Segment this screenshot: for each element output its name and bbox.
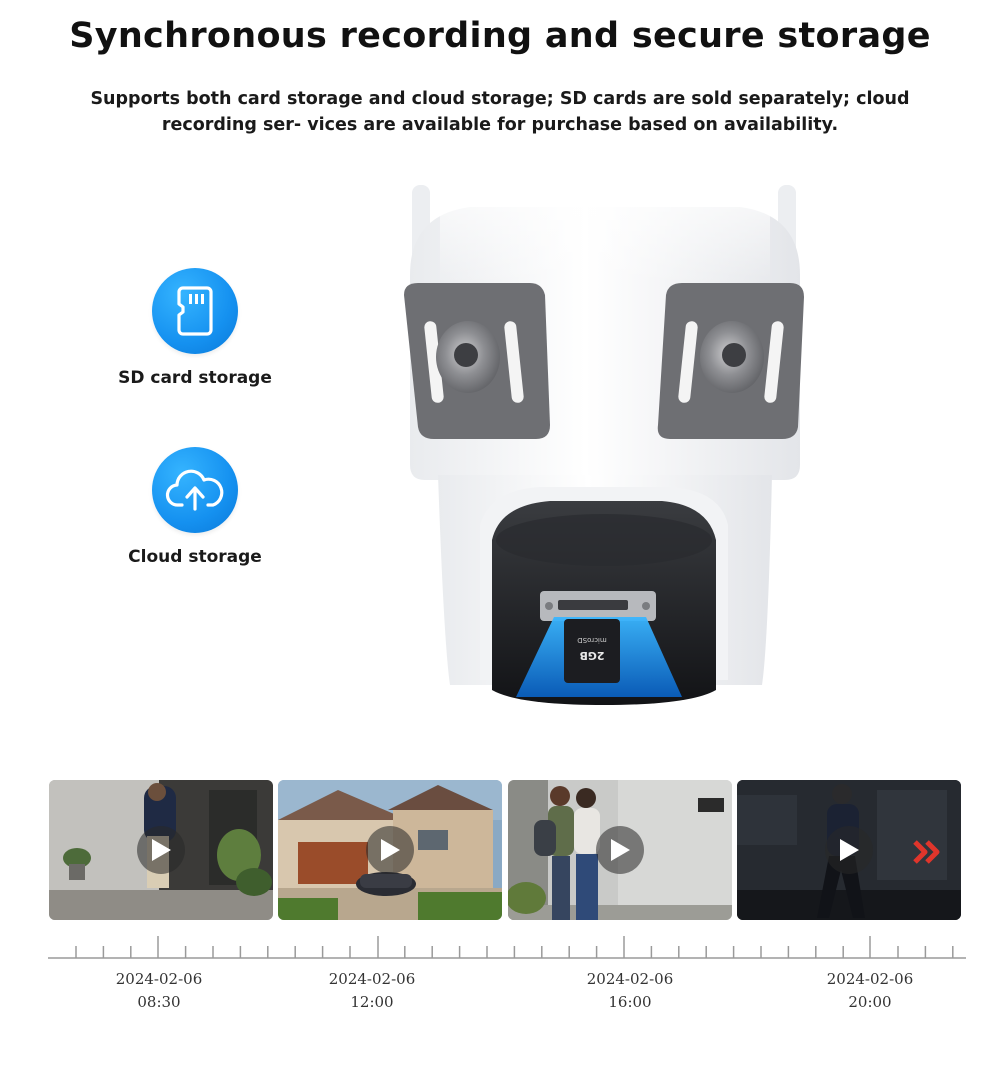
- feature-label: SD card storage: [118, 368, 272, 388]
- play-icon: [150, 838, 172, 862]
- recording-thumbnail[interactable]: [278, 780, 502, 920]
- cloud-icon-badge: [152, 447, 238, 533]
- feature-cloud: [85, 447, 305, 567]
- timestamp: [99, 968, 219, 1014]
- play-button[interactable]: [137, 826, 185, 874]
- sd-card-icon: [173, 285, 217, 337]
- right-lens-module: [658, 283, 804, 439]
- dual-lens-camera-image: [390, 145, 820, 710]
- sd-card-image: [564, 619, 620, 683]
- timestamp: [312, 968, 432, 1014]
- timestamp-date: 2024-02-06: [328, 970, 416, 988]
- recording-thumbnail[interactable]: [737, 780, 961, 920]
- play-button[interactable]: [596, 826, 644, 874]
- svg-text:2GB: 2GB: [579, 649, 605, 662]
- page-subtitle: Supports both card storage and cloud storage; SD cards are sold separately; cloud recording ser- vices are available for purchase based on availability.: [90, 89, 910, 135]
- recording-thumbnail[interactable]: [508, 780, 732, 920]
- feature-sd-card: [85, 268, 305, 388]
- play-icon: [838, 838, 860, 862]
- play-button[interactable]: [825, 826, 873, 874]
- sd-card-icon-badge: [152, 268, 238, 354]
- timestamp-date: 2024-02-06: [115, 970, 203, 988]
- cloud-upload-icon: [165, 467, 225, 513]
- timeline-scale[interactable]: [48, 930, 966, 970]
- timestamp-time: 08:30: [137, 993, 181, 1011]
- timestamp: [570, 968, 690, 1014]
- timestamp-time: 12:00: [350, 993, 394, 1011]
- timestamp: [810, 968, 930, 1014]
- feature-label: Cloud storage: [128, 547, 262, 567]
- timestamp-date: 2024-02-06: [586, 970, 674, 988]
- timestamp-time: 16:00: [608, 993, 652, 1011]
- recording-thumbnail[interactable]: [49, 780, 273, 920]
- play-icon: [609, 838, 631, 862]
- svg-text:microSD: microSD: [577, 636, 607, 644]
- page-title: Synchronous recording and secure storage: [69, 16, 931, 56]
- timestamp-date: 2024-02-06: [826, 970, 914, 988]
- left-lens-module: [404, 283, 550, 439]
- play-button[interactable]: [366, 826, 414, 874]
- play-icon: [379, 838, 401, 862]
- timestamp-time: 20:00: [848, 993, 892, 1011]
